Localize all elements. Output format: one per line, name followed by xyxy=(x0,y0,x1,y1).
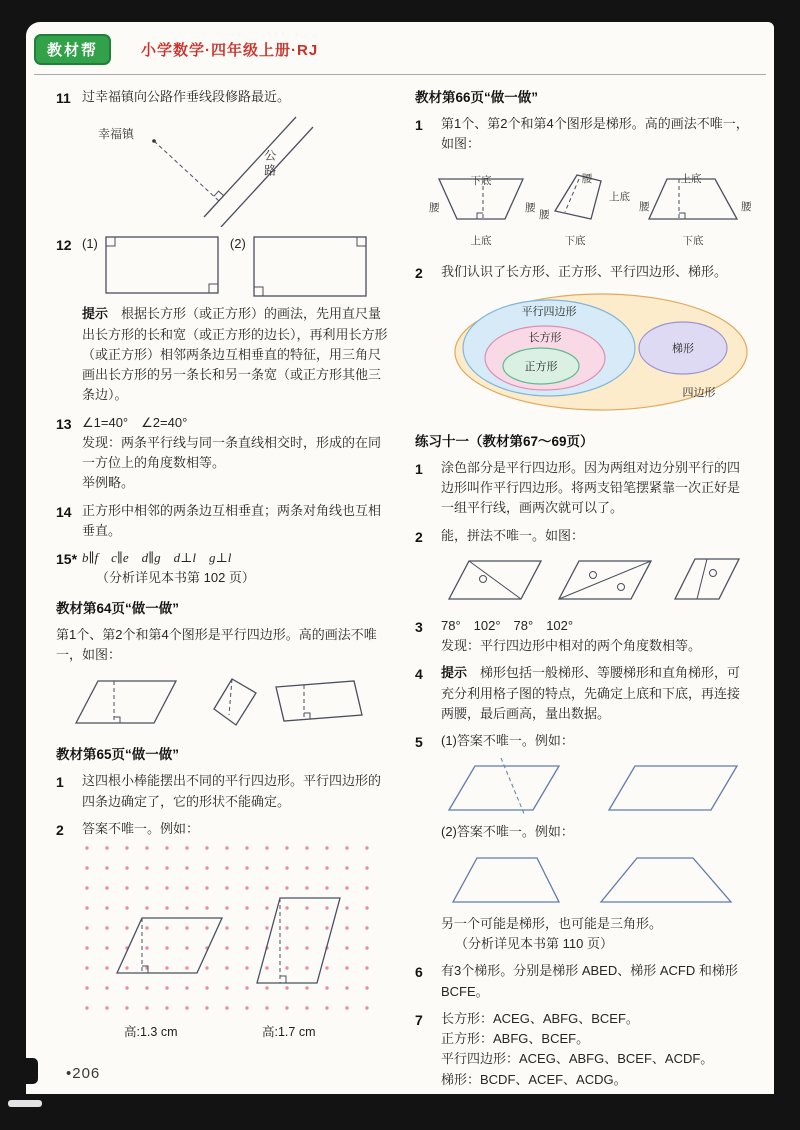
question-11 xyxy=(56,87,391,227)
answer-text: 78° 102° 78° 102° xyxy=(441,617,574,633)
note-text: 举例略。 xyxy=(82,475,135,491)
hint-paragraph xyxy=(441,663,750,724)
question-number: 11 xyxy=(56,90,71,106)
side-label: 腰 xyxy=(741,200,752,213)
parallelogram-heights-diagram xyxy=(64,671,366,735)
answer-text: 过幸福镇向公路作垂线段修路最近。 xyxy=(82,89,291,104)
question-number: 5 xyxy=(415,734,423,751)
rectangle xyxy=(254,237,366,296)
question-number: 12 xyxy=(56,237,72,254)
answer-text: b∥f c∥e d∥g d⊥l g⊥l xyxy=(82,550,232,566)
rectangle-diagram-2 xyxy=(252,234,368,298)
venn-diagram xyxy=(451,288,751,418)
answer-line: 梯形：BCDF、ACEF、ACDG。 xyxy=(441,1071,627,1087)
trapezoid-examples-svg xyxy=(441,846,751,910)
answer-line: 平行四边形：ACEG、ABFG、BCEF、ACDF。 xyxy=(441,1051,714,1067)
side-label: 上底 xyxy=(680,172,702,185)
ex11-question-4 xyxy=(415,663,750,724)
right-angle-mark xyxy=(679,213,685,219)
set-label-rectangle: 长方形 xyxy=(528,331,562,344)
right-angle-mark xyxy=(106,237,115,246)
height-labels-row xyxy=(82,1023,391,1043)
side-label: 腰 xyxy=(539,208,550,221)
right-angle-mark xyxy=(477,213,483,219)
brand-badge: 教材帮 xyxy=(34,34,111,65)
p66-question-2 xyxy=(415,262,750,422)
hint-label: 提示 xyxy=(82,306,109,322)
right-angle-mark xyxy=(209,284,218,293)
diagonal-line xyxy=(469,561,521,599)
trapezoid-diagram xyxy=(427,167,759,253)
parallelogram xyxy=(675,559,739,599)
quadrilateral xyxy=(214,679,256,725)
set-label-trapezoid: 梯形 xyxy=(672,342,694,355)
question-14 xyxy=(56,501,391,542)
finding-text: 发现：两条平行线与同一条直线相交时，形成的在同一方位上的角度数相等。 xyxy=(82,434,382,471)
ex11-question-6 xyxy=(415,961,750,1002)
p65-question-1 xyxy=(56,771,391,812)
ex11-question-2 xyxy=(415,526,750,609)
parallelogram xyxy=(609,766,737,810)
section-text: 第1个、第2个和第4个图形是平行四边形。高的画法不唯一，如图： xyxy=(56,626,377,663)
page-content xyxy=(26,75,774,1094)
right-angle-mark xyxy=(214,191,224,196)
question-number: 1 xyxy=(415,117,423,134)
diagonal-line xyxy=(559,561,651,599)
rectangles-row xyxy=(82,234,391,298)
page-header xyxy=(26,22,774,65)
question-number: 15* xyxy=(56,551,78,568)
p66-question-1 xyxy=(415,114,750,255)
question-15 xyxy=(56,548,391,589)
ex11-question-5 xyxy=(415,731,750,954)
question-number: 2 xyxy=(56,821,64,838)
question-number: 1 xyxy=(56,774,64,791)
answer-text: 有3个梯形。分别是梯形 ABED、梯形 ACFD 和梯形 BCFE。 xyxy=(441,963,738,999)
parallelogram-examples-svg xyxy=(441,756,751,818)
parallelogram-heights-svg xyxy=(64,671,366,735)
parallelogram xyxy=(276,681,362,721)
circle-marker xyxy=(618,583,625,590)
answer-text: 答案不唯一。例如： xyxy=(82,820,200,836)
part-2-text: (2)答案不唯一。例如： xyxy=(441,823,574,839)
set-label-quadrilateral: 四边形 xyxy=(682,386,716,399)
hint-text: 根据长方形（或正方形）的画法，先用直尺量出长方形的长和宽（或正方形的边长），再利用长方形（或正方形）相邻两条边互相垂直的特征，用三角尺画出长方形的另一条长和另一条宽（或正方形其他三条边）。 xyxy=(82,306,388,403)
book-title: 小学数学·四年级上册·RJ xyxy=(141,42,319,59)
page-number: •206 xyxy=(66,1065,101,1082)
dot-grid-diagram xyxy=(82,843,382,1021)
side-label: 腰 xyxy=(429,201,440,214)
part-label: (2) xyxy=(229,236,246,252)
set-label-parallelogram: 平行四边形 xyxy=(521,305,577,318)
ex11-question-1 xyxy=(415,458,750,519)
hint-paragraph xyxy=(82,304,391,405)
side-label: 腰 xyxy=(525,201,536,214)
rectangle xyxy=(106,237,218,293)
bookmark-tab xyxy=(0,1058,38,1084)
question-number: 3 xyxy=(415,618,423,635)
side-label: 下底 xyxy=(470,174,492,187)
answer-line: 正方形：ABFG、BCEF。 xyxy=(441,1031,590,1047)
perpendicular-dashed-line xyxy=(154,141,219,201)
town-label: 幸福镇 xyxy=(98,127,135,142)
hint-label: 提示 xyxy=(441,665,468,681)
part-label: (1) xyxy=(82,236,98,252)
right-angle-mark xyxy=(304,713,310,719)
note-text: （分析详见本书第 110 页） xyxy=(455,936,613,952)
side-label: 下底 xyxy=(682,234,704,247)
ex11-question-3 xyxy=(415,616,750,657)
parallelogram xyxy=(76,681,176,723)
question-number: 1 xyxy=(415,460,423,477)
circle-marker xyxy=(710,569,717,576)
diagonal-line xyxy=(697,559,707,599)
right-column xyxy=(415,87,750,1094)
town-point xyxy=(152,139,156,143)
road-label: 公路 xyxy=(262,149,277,180)
side-label: 上底 xyxy=(609,190,630,203)
finding-text: 发现：平行四边形中相对的两个角度数相等。 xyxy=(441,638,702,654)
circle-marker xyxy=(480,575,487,582)
dot-grid xyxy=(82,843,382,1021)
ex11-question-7 xyxy=(415,1009,750,1090)
right-angle-mark xyxy=(357,237,366,246)
answer-text: ∠1=40° ∠2=40° xyxy=(82,414,188,430)
note-text: （分析详见本书第 102 页） xyxy=(96,570,255,586)
trapezoid xyxy=(453,858,559,902)
hint-text: 梯形包括一般梯形、等腰梯形和直角梯形，可充分利用格子图的特点，先确定上底和下底，再连接两腰，最后画高，量出数据。 xyxy=(441,665,741,722)
set-label-square: 正方形 xyxy=(524,360,558,373)
exercise-11-heading: 练习十一（教材第67～69页） xyxy=(415,433,594,449)
answer-text: 第1个、第2个和第4个图形是梯形。高的画法不唯一，如图： xyxy=(441,116,749,152)
road-line xyxy=(204,117,296,217)
section-heading-p64: 教材第64页“做一做” xyxy=(56,600,180,616)
question-number: 2 xyxy=(415,528,423,545)
right-angle-mark xyxy=(254,287,263,296)
answer-text: 正方形中相邻的两条边互相垂直；两条对角线也互相垂直。 xyxy=(82,502,382,538)
parallelogram xyxy=(449,766,559,810)
section-heading-p66: 教材第66页“做一做” xyxy=(415,90,539,105)
question-number: 6 xyxy=(415,964,423,981)
height-label-2: 高:1.7 cm xyxy=(262,1025,316,1040)
right-angle-mark xyxy=(114,717,120,723)
p65-question-2 xyxy=(56,819,391,1043)
question-number: 7 xyxy=(415,1011,423,1028)
road-diagram xyxy=(84,109,374,227)
side-label: 腰 xyxy=(639,200,650,213)
answer-text: 这四根小棒能摆出不同的平行四边形。平行四边形的四条边确定了，它的形状不能确定。 xyxy=(82,773,382,809)
page-paper xyxy=(26,22,774,1094)
bottom-edge-mark xyxy=(8,1100,42,1107)
rectangle-diagram-1 xyxy=(104,234,220,296)
question-12 xyxy=(56,234,391,405)
dot-grid-svg xyxy=(82,843,382,1021)
left-column xyxy=(56,87,391,1094)
question-number: 2 xyxy=(415,264,423,281)
circle-marker xyxy=(590,571,597,578)
answer-line: 长方形：ACEG、ABFG、BCEF。 xyxy=(441,1010,639,1026)
part-1-text: (1)答案不唯一。例如： xyxy=(441,733,574,749)
tangram-parallelograms-svg xyxy=(441,551,751,609)
question-number: 14 xyxy=(56,503,72,520)
question-number: 13 xyxy=(56,415,72,432)
question-13 xyxy=(56,413,391,494)
side-label: 下底 xyxy=(564,234,586,247)
section-heading-p65: 教材第65页“做一做” xyxy=(56,747,180,763)
answer-text: 我们认识了长方形、正方形、平行四边形、梯形。 xyxy=(441,263,728,279)
side-label: 腰 xyxy=(581,172,593,185)
height-label-1: 高:1.3 cm xyxy=(124,1025,178,1040)
answer-text: 能，拼法不唯一。如图： xyxy=(441,527,585,543)
side-label: 上底 xyxy=(470,234,492,247)
answer-text: 涂色部分是平行四边形。因为两组对边分别平行的四边形叫作平行四边形。将两支铅笔摆紧靠一次正好是一组平行线，画两次就可以了。 xyxy=(441,459,741,516)
note-text: 另一个可能是梯形，也可能是三角形。 xyxy=(441,915,663,931)
cut-dashed-line xyxy=(501,758,525,816)
question-number: 4 xyxy=(415,666,423,683)
trapezoid xyxy=(601,858,731,902)
